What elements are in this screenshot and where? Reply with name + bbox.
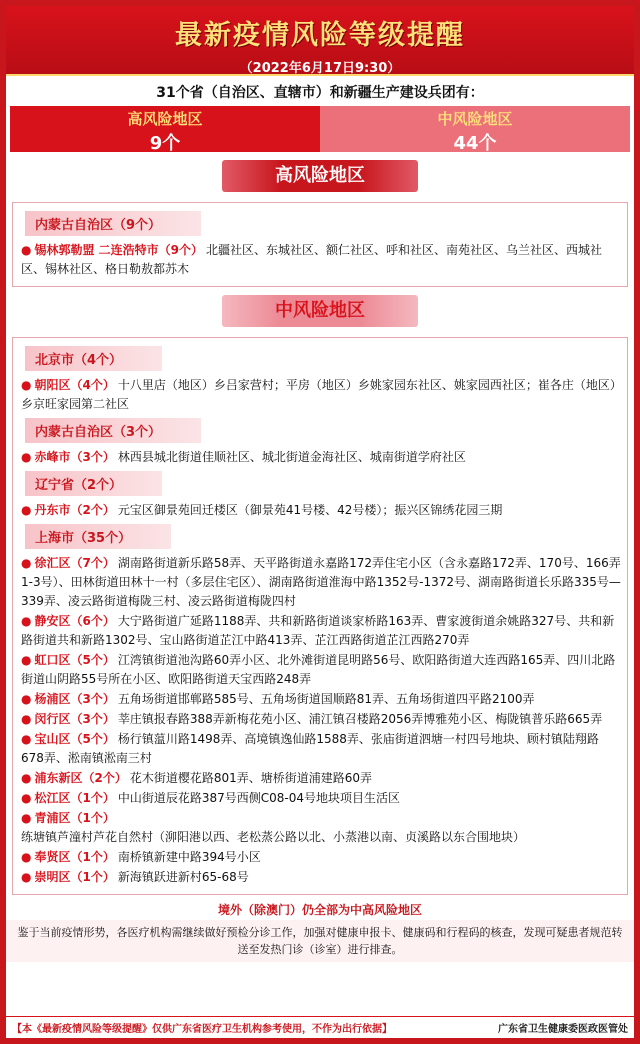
source-text: 广东省卫生健康委医政医管处 xyxy=(498,1024,628,1035)
bullet-icon: ● xyxy=(21,870,32,884)
bullet-icon: ● xyxy=(21,791,32,805)
update-date: （2022年6月17日9:30） xyxy=(239,61,401,76)
high-risk-count: 9个 xyxy=(149,133,181,154)
list-item xyxy=(21,690,621,709)
district-name: 静安区（6个） xyxy=(34,614,115,628)
district-areas: 大宁路街道广延路1188弄、共和新路街道谈家桥路163弄、曹家渡街道余姚路327号、共和新路街道共和新路1302号、宝山路街道芷江中路413弄、芷江西路街道芷江西路270弄 xyxy=(21,614,615,647)
district-name: 虹口区（5个） xyxy=(34,653,115,667)
list-item xyxy=(21,376,621,414)
advice-text: 鉴于当前疫情形势，各医疗机构需继续做好预检分诊工作，加强对健康申报卡、健康码和行程码的核查，发现可疑患者规范转送至发热门诊（诊室）进行排查。 xyxy=(6,920,634,962)
list-item xyxy=(21,554,621,611)
region-tag: 辽宁省（2个） xyxy=(25,471,162,496)
region-tag: 内蒙古自治区（3个） xyxy=(25,418,201,443)
district-name: 闵行区（3个） xyxy=(34,712,115,726)
district-name: 青浦区（1个） xyxy=(34,811,115,825)
district-areas: 元宝区御景苑回迁楼区（御景苑41号楼、42号楼）；振兴区锦绣花园三期 xyxy=(117,503,503,517)
mid-risk-count: 44个 xyxy=(453,133,497,154)
page-title: 最新疫情风险等级提醒 xyxy=(175,20,465,51)
list-item xyxy=(21,789,621,808)
region-tag: 上海市（35个） xyxy=(25,524,171,549)
district-name: 杨浦区（3个） xyxy=(34,692,115,706)
bullet-icon: ● xyxy=(21,378,32,392)
district-name: 丹东市（2个） xyxy=(34,503,115,517)
high-risk-label: 高风险地区 xyxy=(127,110,203,128)
list-item xyxy=(21,612,621,650)
disclaimer-bar xyxy=(6,1016,634,1038)
district-areas: 林西县城北街道佳顺社区、城北街道金海社区、城南街道学府社区 xyxy=(117,450,466,464)
bullet-icon: ● xyxy=(21,771,32,785)
high-risk-section-title: 高风险地区 xyxy=(222,160,418,192)
district-name: 徐汇区（7个） xyxy=(34,556,115,570)
bullet-icon: ● xyxy=(21,653,32,667)
mid-risk-label: 中风险地区 xyxy=(437,110,513,128)
district-areas: 南桥镇新建中路394号小区 xyxy=(117,850,261,864)
mid-risk-box xyxy=(12,337,628,895)
high-risk-stat xyxy=(10,106,320,152)
district-areas: 花木街道樱花路801弄、塘桥街道浦建路60弄 xyxy=(129,771,373,785)
bullet-icon: ● xyxy=(21,614,32,628)
disclaimer-text: 【本《最新疫情风险等级提醒》仅供广东省医疗卫生机构参考使用，不作为出行依据】 xyxy=(12,1024,392,1035)
bullet-icon: ● xyxy=(21,811,32,825)
bullet-icon: ● xyxy=(21,712,32,726)
list-item xyxy=(21,448,621,467)
district-areas: 湖南路街道新乐路58弄、天平路街道永嘉路172弄住宅小区（含永嘉路172弄、170号、166弄1-3号）、田林街道田林十一村（多层住宅区）、湖南路街道淮海中路1352号-1372号、湖南路街道长乐路335号—339弄、凌云路街道梅陇三村、凌云路街道梅陇四村 xyxy=(21,556,621,608)
list-item xyxy=(21,730,621,768)
mid-risk-section-title: 中风险地区 xyxy=(222,295,418,327)
header-banner xyxy=(6,6,634,76)
district-areas: 江湾镇街道池沟路60弄小区、北外滩街道昆明路56号、欧阳路街道大连西路165弄、四川北路街道山阴路55号所在小区、欧阳路街道天宝西路248弄 xyxy=(21,653,616,686)
list-item xyxy=(21,848,621,867)
list-item xyxy=(21,501,621,520)
district-name: 松江区（1个） xyxy=(34,791,115,805)
district-name: 朝阳区（4个） xyxy=(34,378,115,392)
district-name: 宝山区（5个） xyxy=(34,732,115,746)
district-areas: 十八里店（地区）乡吕家营村；平房（地区）乡姚家园东社区、姚家园西社区；崔各庄（地区）乡京旺家园第二社区 xyxy=(21,378,616,411)
bullet-icon: ● xyxy=(21,692,32,706)
district-areas: 新海镇跃进新村65-68号 xyxy=(117,870,249,884)
overseas-note: 境外（除澳门）仍全部为中高风险地区 xyxy=(217,903,422,917)
region-tag: 内蒙古自治区（9个） xyxy=(25,211,201,236)
bullet-icon: ● xyxy=(21,850,32,864)
list-item xyxy=(21,809,621,847)
bullet-icon: ● xyxy=(21,556,32,570)
bullet-icon: ● xyxy=(21,503,32,517)
district-name: 赤峰市（3个） xyxy=(34,450,115,464)
district-areas: 杨行镇蕰川路1498弄、高境镇逸仙路1588弄、张庙街道泗塘一村四号地块、顾村镇陆翔路678弄、淞南镇淞南三村 xyxy=(21,732,599,765)
district-name: 浦东新区（2个） xyxy=(34,771,127,785)
list-item xyxy=(21,868,621,887)
region-tag: 北京市（4个） xyxy=(25,346,162,371)
district-areas: 莘庄镇报春路388弄新梅花苑小区、浦江镇召楼路2056弄博雅苑小区、梅陇镇普乐路665弄 xyxy=(117,712,603,726)
district-name: 锡林郭勒盟 二连浩特市（9个） xyxy=(34,243,204,257)
mid-risk-stat xyxy=(320,106,630,152)
high-risk-box xyxy=(12,202,628,287)
district-areas: 五角场街道邯郸路585号、五角场街道国顺路81弄、五角场街道四平路2100弄 xyxy=(117,692,535,706)
bullet-icon: ● xyxy=(21,450,32,464)
bullet-icon: ● xyxy=(21,732,32,746)
district-areas: 中山街道辰花路387号西侧C08-04号地块项目生活区 xyxy=(117,791,400,805)
list-item xyxy=(21,769,621,788)
district-areas: 练塘镇芦潼村芦花自然村（泖阳港以西、老松蒸公路以北、小蒸港以南、贞溪路以东合围地块） xyxy=(21,830,526,844)
risk-stats xyxy=(10,106,630,152)
list-item xyxy=(21,710,621,729)
district-name: 崇明区（1个） xyxy=(34,870,115,884)
list-item xyxy=(21,241,621,279)
district-areas: 北疆社区、东城社区、额仁社区、呼和社区、南苑社区、乌兰社区、西城社区、锡林社区、格日勒敖都苏木 xyxy=(21,243,603,276)
bullet-icon: ● xyxy=(21,243,32,257)
list-item xyxy=(21,651,621,689)
summary-line: 31个省（自治区、直辖市）和新疆生产建设兵团有： xyxy=(156,85,484,101)
district-name: 奉贤区（1个） xyxy=(34,850,115,864)
